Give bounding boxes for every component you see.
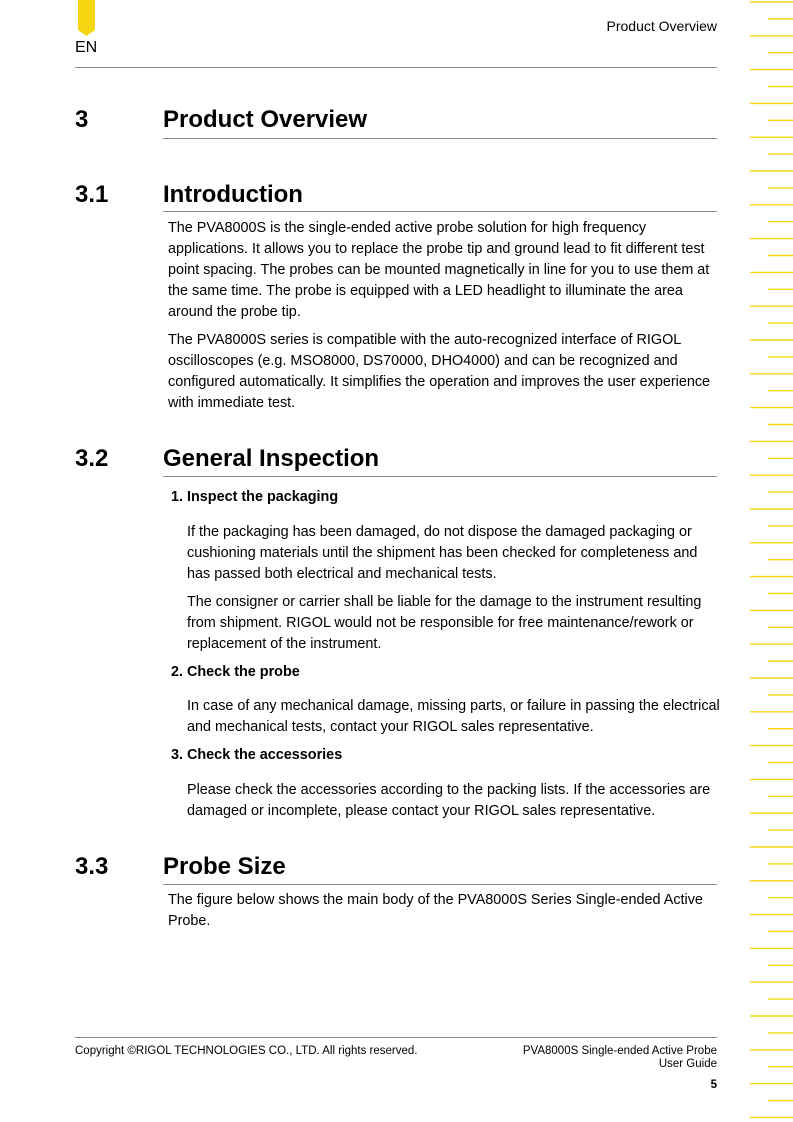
section-title-general-inspection: General Inspection xyxy=(163,445,380,472)
section-number: 3.2 xyxy=(75,445,109,472)
step-paragraph: The consigner or carrier shall be liable for the damage to the instrument resulting from shipment. RIGOL would not be responsible for free maintenance/rework or replacement of the instrument. xyxy=(187,594,702,652)
footer-document-title xyxy=(523,1045,717,1071)
step-heading-check-probe: 2. Check the probe xyxy=(171,664,300,680)
page-number: 5 xyxy=(710,1079,717,1091)
chapter-number: 3 xyxy=(75,106,89,133)
header-divider xyxy=(75,67,717,68)
section-title-introduction: Introduction xyxy=(163,181,303,208)
language-tab-marker xyxy=(78,0,95,36)
step-paragraph: If the packaging has been damaged, do not dispose the damaged packaging or cushioning materials until the shipment has been checked for completeness and has passed both electrical and mechanical tests. xyxy=(187,524,698,582)
section-title-probe-size: Probe Size xyxy=(163,853,286,880)
chapter-title-rule xyxy=(163,138,717,139)
section-rule xyxy=(163,476,717,477)
step-paragraph: In case of any mechanical damage, missing parts, or failure in passing the electrical and mechanical tests, contact your RIGOL sales representative. xyxy=(187,698,720,735)
running-header-title: Product Overview xyxy=(606,18,717,34)
footer-copyright: Copyright ©RIGOL TECHNOLOGIES CO., LTD. All rights reserved. xyxy=(75,1045,418,1057)
section-rule xyxy=(163,211,717,212)
section-number: 3.3 xyxy=(75,853,109,880)
margin-decoration xyxy=(750,0,793,1122)
section-rule xyxy=(163,884,717,885)
intro-paragraph: The PVA8000S is the single-ended active probe solution for high frequency applications. It allows you to replace the probe tip and ground lead to fit different test point spacing. The probes can be mounted magnetically in line for you to use them at the same time. The probe is equipped with a LED headlight to illuminate the area around the probe tip. xyxy=(168,220,710,320)
section-number: 3.1 xyxy=(75,181,109,208)
step-paragraph: Please check the accessories according to the packing lists. If the accessories are damaged or incomplete, please contact your RIGOL sales representative. xyxy=(187,782,711,819)
intro-paragraph: The PVA8000S series is compatible with the auto-recognized interface of RIGOL oscilloscopes (e.g. MSO8000, DS70000, DHO4000) and can be recognized and configured automatically. It simplifies the operation and improves the user experience with immediate test. xyxy=(168,332,711,411)
language-label: EN xyxy=(75,39,98,56)
footer-document-title-line2: User Guide xyxy=(658,1058,717,1070)
probe-size-paragraph: The figure below shows the main body of the PVA8000S Series Single-ended Active Probe. xyxy=(168,892,703,929)
chapter-title: Product Overview xyxy=(163,106,368,133)
footer-divider xyxy=(75,1037,717,1038)
step-heading-inspect-packaging: 1. Inspect the packaging xyxy=(171,489,339,505)
footer-document-title-line1: PVA8000S Single-ended Active Probe xyxy=(522,1045,717,1057)
step-heading-check-accessories: 3. Check the accessories xyxy=(171,747,343,763)
